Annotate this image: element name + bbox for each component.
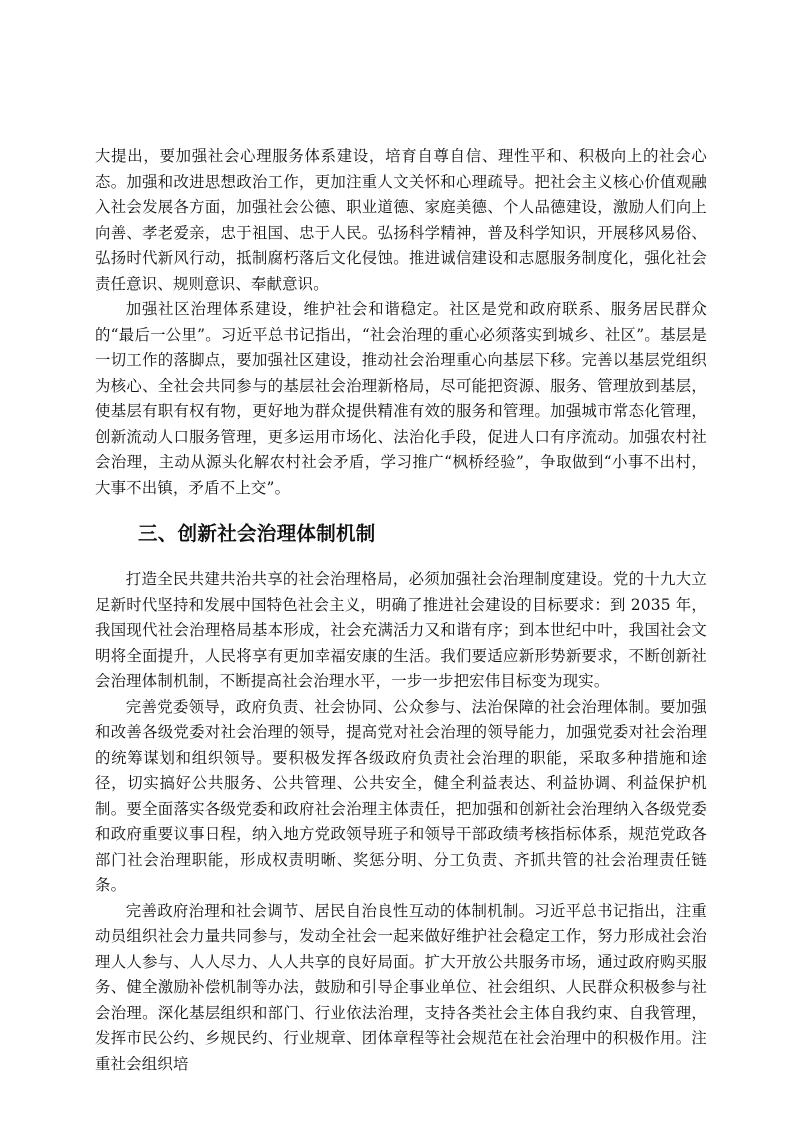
paragraph-party-leadership: 完善党委领导，政府负责、社会协同、公众参与、法治保障的社会治理体制。要加强和改善各级党委对社会治理的领导，提高党对社会治理的领导能力，加强党委对社会治理的统筹谋划和组织领导。要积极发挥各级政府负责社会治理的职能，采取多种措施和途径，切实搞好公共服务、公共管理、公共安全，健全利益表达、利益协调、利益保护机制。要全面落实各级党委和政府社会治理主体责任，把加强和创新社会治理纳入各级党委和政府重要议事日程，纳入地方党政领导班子和领导干部政绩考核指标体系，规范党政各部门社会治理职能，形成权责明晰、奖惩分明、分工负责、齐抓共管的社会治理责任链条。 <box>95 697 707 894</box>
document-body <box>95 144 707 1077</box>
paragraph-governance-pattern: 打造全民共建共治共享的社会治理格局，必须加强社会治理制度建设。党的十九大立足新时代坚持和发展中国特色社会主义，明确了推进社会建设的目标要求：到 2035 年，我国现代社会治理格局基本形成，社会充满活力又和谐有序；到本世纪中叶，我国社会文明将全面提升，人民将享有更加幸福安康的生活。我们要适应新形势新要求，不断创新社会治理体制机制，不断提高社会治理水平，一步一步把宏伟目标变为现实。 <box>95 570 707 690</box>
paragraph-community-governance: 加强社区治理体系建设，维护社会和谐稳定。社区是党和政府联系、服务居民群众的“最后一公里”。习近平总书记指出，“社会治理的重心必须落实到城乡、社区”。基层是一切工作的落脚点，要加强社区建设，推动社会治理重心向基层下移。完善以基层党组织为核心、全社会共同参与的基层社会治理新格局，尽可能把资源、服务、管理放到基层，使基层有职有权有物，更好地为群众提供精准有效的服务和管理。加强城市常态化管理，创新流动人口服务管理，更多运用市场化、法治化手段，促进人口有序流动。加强农村社会治理，主动从源头化解农村社会矛盾，学习推广“枫桥经验”，争取做到“小事不出村，大事不出镇，矛盾不上交”。 <box>95 300 707 497</box>
paragraph-government-interaction: 完善政府治理和社会调节、居民自治良性互动的体制机制。习近平总书记指出，注重动员组织社会力量共同参与，发动全社会一起来做好维护社会稳定工作，努力形成社会治理人人参与、人人尽力、人人共享的良好局面。扩大开放公共服务市场，通过政府购买服务、健全激励补偿机制等办法，鼓励和引导企事业单位、社会组织、人民群众积极参与社会治理。深化基层组织和部门、行业依法治理，支持各类社会主体自我约束、自我管理，发挥市民公约、乡规民约、行业规章、团体章程等社会规范在社会治理中的积极作用。注重社会组织培 <box>95 901 707 1073</box>
paragraph-social-psychology: 大提出，要加强社会心理服务体系建设，培育自尊自信、理性平和、积极向上的社会心态。加强和改进思想政治工作，更加注重人文关怀和心理疏导。把社会主义核心价值观融入社会发展各方面，加强社会公德、职业道德、家庭美德、个人品德建设，激励人们向上向善、孝老爱亲，忠于祖国、忠于人民。弘扬科学精神，普及科学知识，开展移风易俗、弘扬时代新风行动，抵制腐朽落后文化侵蚀。推进诚信建设和志愿服务制度化，强化社会责任意识、规则意识、奉献意识。 <box>95 147 707 293</box>
section-heading: 三、创新社会治理体制机制 <box>138 522 376 545</box>
